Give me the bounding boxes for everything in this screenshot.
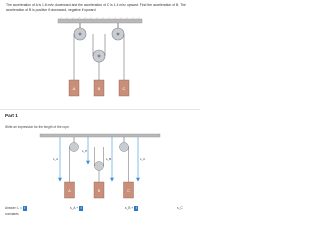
block-a-label: A xyxy=(72,86,76,91)
problem-statement: The acceleration of A is 1.8 m/s² downward and the acceleration of C is 1.4 m/s² upward. Find the acceleration of B. The acceleration of B is positive if downward, negative if upward. xyxy=(6,3,186,12)
ceiling xyxy=(58,19,142,23)
answer-input-1[interactable]: i xyxy=(24,205,26,210)
answer-term-1: s_A + i xyxy=(70,205,82,210)
svg-text:B: B xyxy=(97,189,101,193)
sc-label: s_C xyxy=(140,157,146,161)
section-divider xyxy=(0,109,200,110)
part-title: Part 1 xyxy=(5,113,18,118)
answer-row xyxy=(5,205,195,211)
pulley-figure-2 xyxy=(0,130,200,204)
block-c-label: C xyxy=(122,86,126,91)
pulley-figure-1 xyxy=(0,0,200,109)
ceiling-2 xyxy=(40,134,160,137)
answer-input-2[interactable]: i xyxy=(80,205,82,210)
svg-text:C: C xyxy=(127,189,130,193)
answer-units: constants xyxy=(5,212,19,216)
answer-term-3: s_C xyxy=(177,206,183,210)
sb-label: s_B xyxy=(106,157,112,161)
answer-term-2: s_B + i xyxy=(125,205,137,210)
block-b-label: B xyxy=(97,86,101,91)
answer-label: Answer: L = i xyxy=(5,205,26,210)
sp-label: s_P xyxy=(82,149,88,153)
answer-input-3[interactable]: i xyxy=(135,205,137,210)
sa-label: s_A xyxy=(53,157,59,161)
part-prompt: Write an expression for the length of the rope. xyxy=(5,125,70,129)
svg-text:A: A xyxy=(68,189,71,193)
